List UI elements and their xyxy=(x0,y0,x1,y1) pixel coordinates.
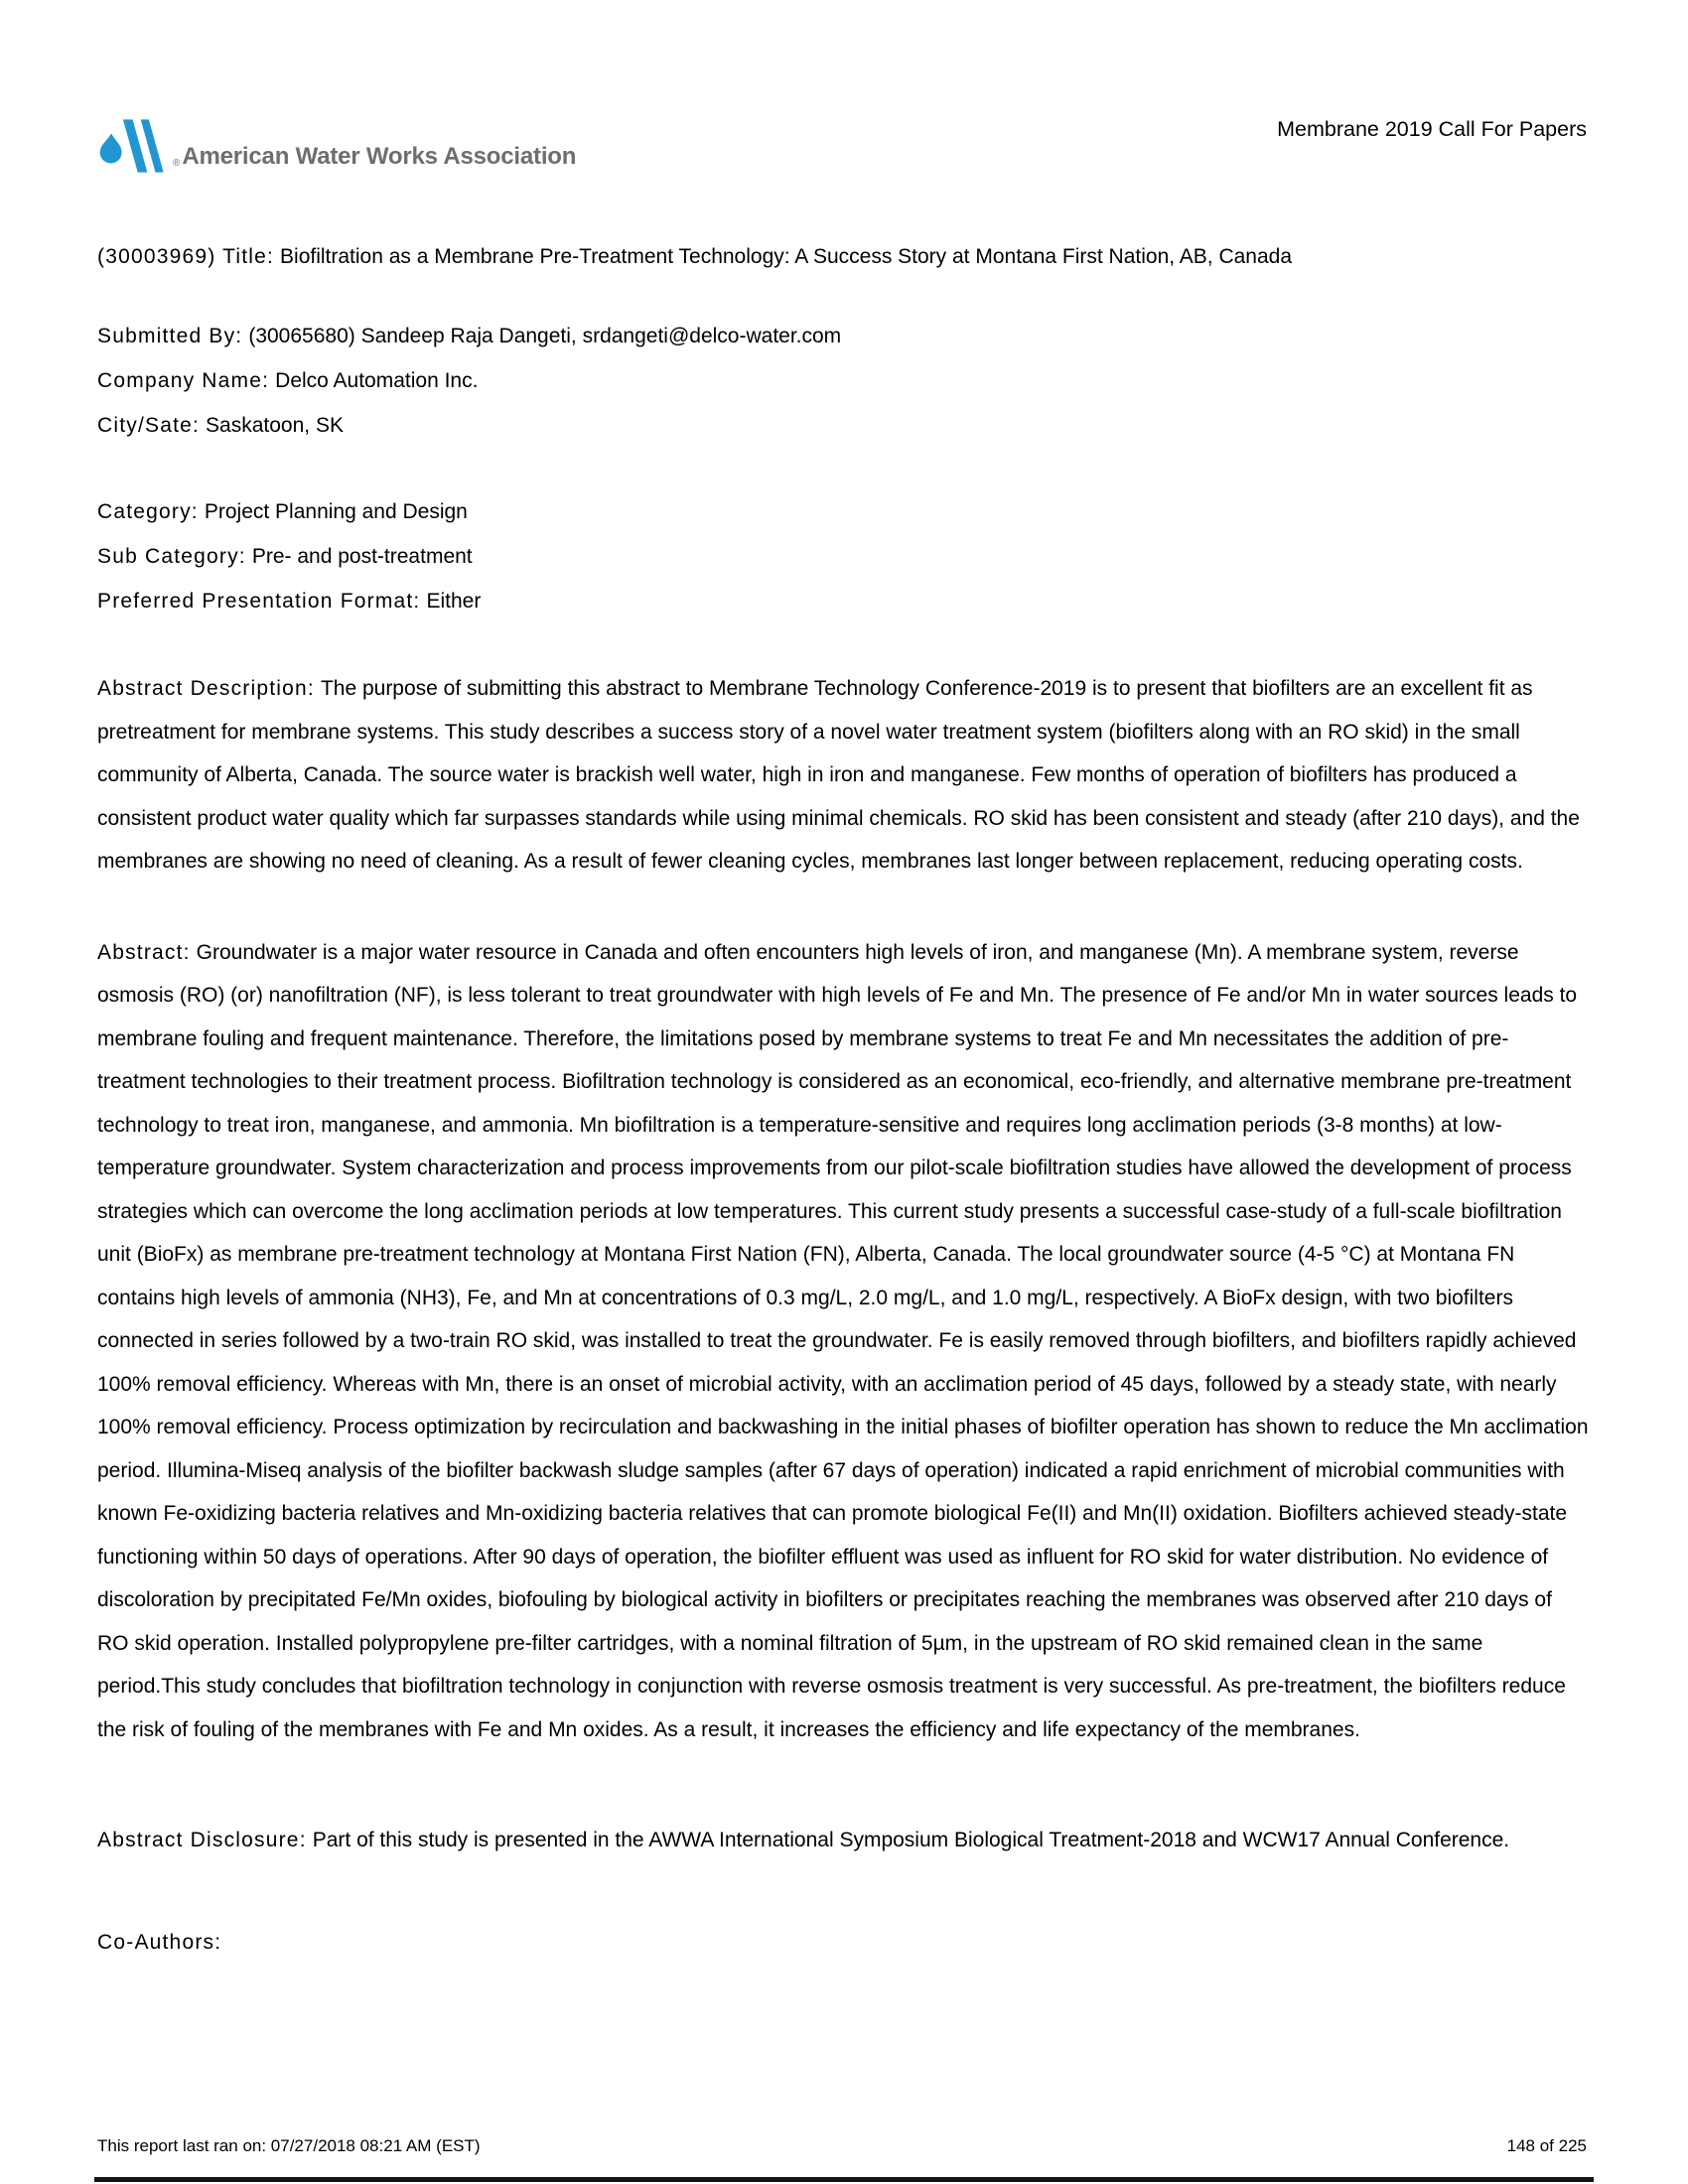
page-footer xyxy=(97,2136,1587,2156)
abstract-paragraph xyxy=(97,931,1589,1752)
abstract-disclosure-text: Part of this study is presented in the AWWA International Symposium Biological Treatment-2018 and WCW17 Annual Conference. xyxy=(312,1829,1510,1851)
presentation-format-label: Preferred Presentation Format: xyxy=(97,590,421,613)
abstract-disclosure-label: Abstract Disclosure: xyxy=(97,1829,307,1851)
city-state-row xyxy=(97,403,1591,448)
awwa-drop-icon xyxy=(97,119,177,173)
report-run-timestamp: This report last ran on: 07/27/2018 08:21 AM (EST) xyxy=(97,2136,481,2155)
abstract-title-value: Biofiltration as a Membrane Pre-Treatment Technology: A Success Story at Montana First Nation, AB, Canada xyxy=(280,245,1293,268)
abstract-title-line xyxy=(97,234,1591,279)
category-label: Category: xyxy=(97,500,199,523)
submitted-by-value: (30065680) Sandeep Raja Dangeti, srdangeti@delco-water.com xyxy=(248,325,842,347)
submitter-info-section xyxy=(97,314,1591,448)
presentation-format-value: Either xyxy=(426,590,482,613)
report-header-title: Membrane 2019 Call For Papers xyxy=(1277,117,1587,141)
registered-trademark-icon: ® xyxy=(173,158,181,169)
page-header xyxy=(0,0,1688,173)
city-state-label: City/Sate: xyxy=(97,414,201,437)
sub-category-label: Sub Category: xyxy=(97,545,246,568)
company-name-row xyxy=(97,358,1591,403)
abstract-description-text: The purpose of submitting this abstract to Membrane Technology Conference-2019 is to present that biofilters are an excellent fit as pretreatment for membrane systems. This study describes a success story of a novel water treatment system (biofilters along with an RO skid) in the small community of Alberta, Canada. The source water is brackish well water, high in iron and manganese. Few months of operation of biofilters has produced a consistent product water quality which far surpasses standards while using minimal chemicals. RO skid has been consistent and steady (after 210 days), and the membranes are showing no need of cleaning. As a result of fewer cleaning cycles, membranes last longer between replacement, reducing operating costs. xyxy=(97,677,1580,873)
category-value: Project Planning and Design xyxy=(204,500,468,523)
category-info-section xyxy=(97,489,1591,623)
abstract-text: Groundwater is a major water resource in Canada and often encounters high levels of iron, and manganese (Mn). A membrane system, reverse osmosis (RO) (or) nanofiltration (NF), is less tolerant to treat groundwater with high levels of Fe and Mn. The presence of Fe and/or Mn in water sources leads to membrane fouling and frequent maintenance. Therefore, the limitations posed by membrane systems to treat Fe and Mn necessitates the addition of pre-treatment technologies to their treatment process. Biofiltration technology is considered as an economical, eco-friendly, and alternative membrane pre-treatment technology to treat iron, manganese, and ammonia. Mn biofiltration is a temperature-sensitive and requires long acclimation periods (3-8 months) at low-temperature groundwater. System characterization and process improvements from our pilot-scale biofiltration studies have allowed the development of process strategies which can overcome the long acclimation periods at low temperatures. This current study presents a successful case-study of a full-scale biofiltration unit (BioFx) as membrane pre-treatment technology at Montana First Nation (FN), Alberta, Canada. The local groundwater source (4-5 °C) at Montana FN contains high levels of ammonia (NH3), Fe, and Mn at concentrations of 0.3 mg/L, 2.0 mg/L, and 1.0 mg/L, respectively. A BioFx design, with two biofilters connected in series followed by a two-train RO skid, was installed to treat the groundwater. Fe is easily removed through biofilters, and biofilters rapidly achieved 100% removal efficiency. Whereas with Mn, there is an onset of microbial activity, with an acclimation period of 45 days, followed by a steady state, with nearly 100% removal efficiency. Process optimization by recirculation and backwashing in the initial phases of biofilter operation has shown to reduce the Mn acclimation period. Illumina-Miseq analysis of the biofilter backwash sludge samples (after 67 days of operation) indicated a rapid enrichment of microbial communities with known Fe-oxidizing bacteria relatives and Mn-oxidizing bacteria relatives that can promote biological Fe(II) and Mn(II) oxidation. Biofilters achieved steady-state functioning within 50 days of operations. After 90 days of operation, the biofilter effluent was used as influent for RO skid for water distribution. No evidence of discoloration by precipitated Fe/Mn oxides, biofouling by biological activity in biofilters or precipitates reaching the membranes was observed after 210 days of RO skid operation. Installed polypropylene pre-filter cartridges, with a nominal filtration of 5µm, in the upstream of RO skid remained clean in the same period.This study concludes that biofiltration technology in conjunction with reverse osmosis treatment is very successful. As pre-treatment, the biofilters reduce the risk of fouling of the membranes with Fe and Mn oxides. As a result, it increases the efficiency and life expectancy of the membranes. xyxy=(97,940,1589,1741)
page-bottom-edge xyxy=(94,2177,1594,2182)
page-number: 148 of 225 xyxy=(1506,2136,1587,2155)
abstract-disclosure-paragraph xyxy=(97,1819,1589,1862)
city-state-value: Saskatoon, SK xyxy=(206,414,344,437)
submitted-by-row xyxy=(97,314,1591,358)
submitted-by-label: Submitted By: xyxy=(97,325,243,347)
awwa-logo xyxy=(97,119,576,173)
presentation-format-row xyxy=(97,579,1591,623)
sub-category-row xyxy=(97,534,1591,579)
abstract-id-title-label: (30003969) Title: xyxy=(97,245,275,268)
abstract-description-paragraph xyxy=(97,667,1589,884)
co-authors-label: Co-Authors: xyxy=(97,1930,222,1954)
awwa-logo-text: American Water Works Association xyxy=(182,143,577,170)
sub-category-value: Pre- and post-treatment xyxy=(251,545,473,568)
co-authors-row xyxy=(97,1920,1591,1965)
company-name-label: Company Name: xyxy=(97,369,270,392)
company-name-value: Delco Automation Inc. xyxy=(275,369,479,392)
abstract-report-body xyxy=(0,234,1688,1965)
category-row xyxy=(97,489,1591,534)
abstract-label: Abstract: xyxy=(97,940,191,964)
abstract-description-label: Abstract Description: xyxy=(97,677,315,700)
